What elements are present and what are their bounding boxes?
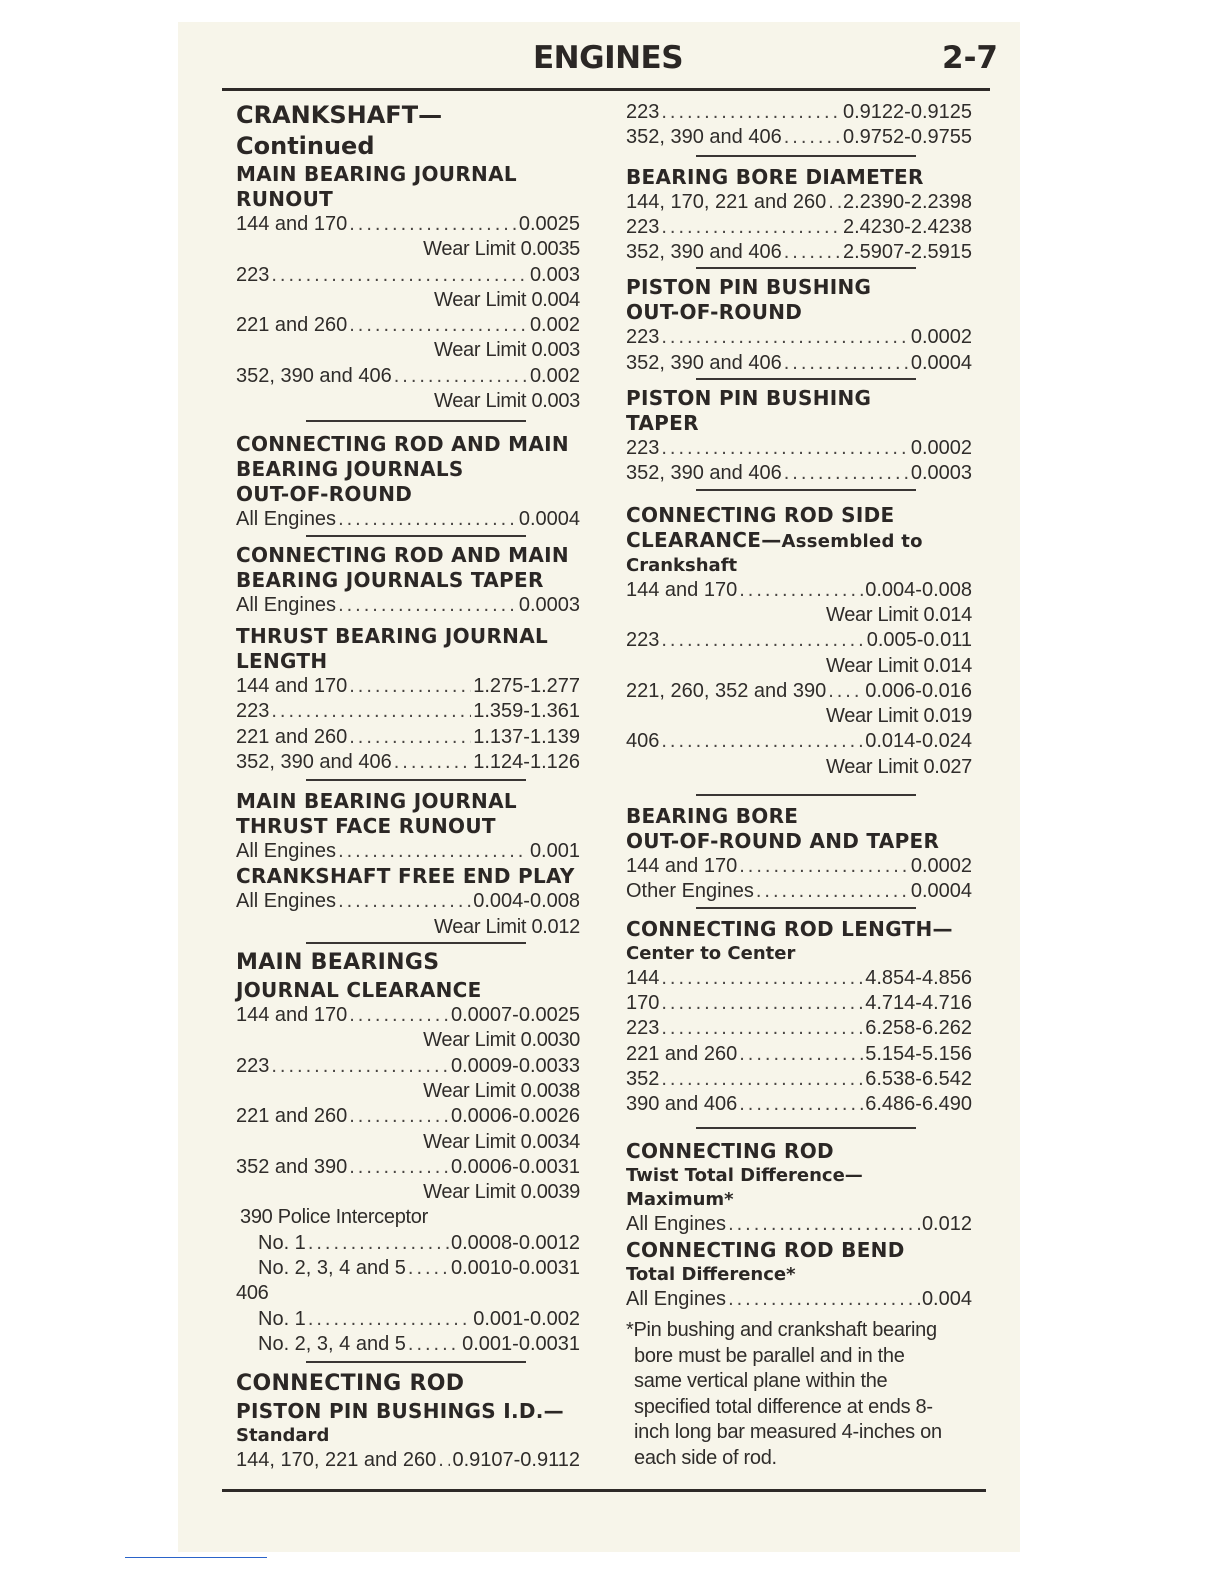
footnote: [626, 1318, 972, 1471]
spec-subtitle: Standard: [236, 1425, 330, 1447]
spec-row: 223 ..... 2.4230-2.4238: [626, 215, 972, 240]
spec-title: PISTON PIN BUSHING: [626, 275, 872, 300]
wear-limit: Wear Limit 0.0034: [423, 1130, 580, 1153]
spec-title: JOURNAL CLEARANCE: [236, 978, 482, 1003]
spec-row: All Engines ..... 0.004: [626, 1287, 972, 1312]
spec-row: 221 and 260 ..... 1.137-1.139: [236, 725, 580, 750]
spec-row: 221 and 260 ..... 0.0006-0.0026: [236, 1104, 580, 1129]
footnote-line: inch long bar measured 4-inches on: [634, 1421, 942, 1444]
spec-subtitle: Total Difference*: [626, 1263, 796, 1285]
spec-thrust-face-runout: [236, 789, 580, 864]
spec-title: LENGTH: [236, 648, 328, 673]
spec-subtitle: Maximum*: [626, 1189, 734, 1211]
spec-row: 352, 390 and 406 ..... 0.9752-0.9755: [626, 125, 972, 150]
spec-bearing-bore-out-of-round-taper: [626, 804, 972, 905]
spec-title: TAPER: [626, 411, 699, 436]
section-divider: [696, 794, 916, 796]
spec-row: 352, 390 and 406 ..... 0.0003: [626, 461, 972, 486]
spec-subtitle: Crankshaft: [626, 554, 738, 576]
spec-row: 352 and 390 ..... 0.0006-0.0031: [236, 1155, 580, 1180]
spec-row: 352, 390 and 406 ..... 0.0004: [626, 351, 972, 376]
wear-limit: Wear Limit 0.004: [433, 288, 580, 311]
footnote-line: each side of rod.: [634, 1446, 777, 1469]
spec-row: 223 ..... 0.003: [236, 263, 580, 288]
section-title-crankshaft: CRANKSHAFT—: [236, 101, 443, 129]
spec-row: 223 ..... 6.258-6.262: [626, 1016, 972, 1041]
spec-row: 223 ..... 0.0009-0.0033: [236, 1054, 580, 1079]
spec-connecting-rod-bend: [626, 1238, 972, 1312]
spec-main-bearing-journal-runout: [236, 162, 580, 414]
spec-row: 144 and 170 ..... 1.275-1.277: [236, 674, 580, 699]
spec-row: All Engines ..... 0.0003: [236, 593, 580, 618]
spec-piston-pin-bushing-out-of-round: [626, 275, 972, 376]
spec-title: OUT-OF-ROUND: [236, 482, 413, 507]
spec-title: BEARING JOURNALS TAPER: [236, 567, 544, 592]
wear-limit: Wear Limit 0.0030: [423, 1029, 580, 1052]
spec-title: OUT-OF-ROUND: [626, 300, 803, 325]
spec-row: 144, 170, 221 and 260 ..... 0.9107-0.9112: [236, 1448, 580, 1473]
spec-row: 144 and 170 ..... 0.0002: [626, 854, 972, 879]
spec-bearing-bore-diameter: [626, 165, 972, 266]
section-divider: [306, 779, 526, 781]
spec-title: BEARING BORE DIAMETER: [626, 164, 924, 189]
spec-row: 144 and 170 ..... 0.0025: [236, 212, 580, 237]
engine-406-label: 406: [236, 1282, 269, 1305]
wear-limit: Wear Limit 0.019: [825, 705, 972, 728]
spec-row: 390 and 406 ..... 6.486-6.490: [626, 1092, 972, 1117]
spec-title: BEARING BORE: [626, 804, 799, 829]
spec-row: 170 ..... 4.714-4.716: [626, 991, 972, 1016]
spec-title: CONNECTING ROD: [626, 1139, 834, 1164]
spec-title: CONNECTING ROD BEND: [626, 1237, 905, 1262]
wear-limit: Wear Limit 0.0038: [423, 1079, 580, 1102]
section-divider: [696, 489, 916, 491]
spec-main-bearings-journal-clearance: [236, 948, 580, 1357]
spec-row: 352 ..... 6.538-6.542: [626, 1067, 972, 1092]
spec-row: 144 and 170 ..... 0.004-0.008: [626, 578, 972, 603]
spec-title: MAIN BEARING JOURNAL: [236, 162, 517, 186]
spec-row: 223 ..... 0.0002: [626, 436, 972, 461]
spec-title: PISTON PIN BUSHING: [626, 386, 872, 411]
spec-row: 406 ..... 0.014-0.024: [626, 729, 972, 754]
spec-title: CONNECTING ROD SIDE: [626, 502, 895, 527]
spec-title: MAIN BEARING JOURNAL: [236, 789, 517, 814]
footer-rule: [222, 1489, 986, 1492]
footnote-line: bore must be parallel and in the: [634, 1344, 905, 1367]
page-title: ENGINES: [533, 40, 684, 76]
header-rule: [222, 88, 990, 91]
spec-row: No. 2, 3, 4 and 5 ..... 0.001-0.0031: [236, 1332, 580, 1357]
section-divider: [696, 155, 916, 157]
section-divider: [306, 420, 526, 422]
spec-row: 352, 390 and 406 ..... 0.002: [236, 364, 580, 389]
spec-connecting-rod-twist: [626, 1139, 972, 1237]
section-divider: [696, 267, 916, 269]
wear-limit: Wear Limit 0.014: [825, 654, 972, 677]
right-column: [626, 100, 972, 1471]
spec-title: CRANKSHAFT FREE END PLAY: [236, 864, 575, 889]
section-divider: [696, 378, 916, 380]
spec-row: 144 ..... 4.854-4.856: [626, 966, 972, 991]
spec-row: 352, 390 and 406 ..... 2.5907-2.5915: [626, 240, 972, 265]
spec-row: All Engines ..... 0.004-0.008: [236, 889, 580, 914]
link-underline: [125, 1557, 267, 1558]
spec-title: PISTON PIN BUSHINGS I.D.—: [236, 1399, 564, 1424]
spec-row: 223 ..... 0.005-0.011: [626, 628, 972, 653]
spec-title: BEARING JOURNALS: [236, 457, 464, 482]
section-subtitle-continued: Continued: [236, 132, 375, 160]
wear-limit: Wear Limit 0.0035: [423, 238, 580, 261]
spec-piston-pin-bushings-id-continued: [626, 100, 972, 151]
spec-piston-pin-bushings-id: [236, 1369, 580, 1473]
wear-limit: Wear Limit 0.003: [433, 339, 580, 362]
spec-row: 221 and 260 ..... 5.154-5.156: [626, 1042, 972, 1067]
wear-limit: Wear Limit 0.012: [433, 915, 580, 938]
section-title-connecting-rod: CONNECTING ROD: [236, 1371, 465, 1397]
footnote-line: same vertical plane within the: [634, 1370, 888, 1393]
spec-title: CONNECTING ROD AND MAIN: [236, 542, 569, 567]
section-divider: [696, 907, 916, 909]
spec-row: 144, 170, 221 and 260 ..... 2.2390-2.2398: [626, 190, 972, 215]
spec-thrust-bearing-journal-length: [236, 624, 580, 775]
spec-title: OUT-OF-ROUND AND TAPER: [626, 829, 940, 854]
spec-row: All Engines ..... 0.001: [236, 839, 580, 864]
wear-limit: Wear Limit 0.014: [825, 603, 972, 626]
footnote-line: specified total difference at ends 8-: [634, 1395, 933, 1418]
spec-title: CONNECTING ROD AND MAIN: [236, 432, 569, 457]
section-divider: [306, 535, 526, 537]
spec-row: All Engines ..... 0.0004: [236, 507, 580, 532]
section-divider: [306, 1361, 526, 1363]
spec-connecting-rod-length: [626, 917, 972, 1118]
section-divider: [696, 1127, 916, 1129]
spec-row: No. 1 ..... 0.0008-0.0012: [236, 1231, 580, 1256]
spec-journals-out-of-round: [236, 432, 580, 532]
spec-subtitle: Twist Total Difference—: [626, 1165, 863, 1187]
spec-row: 144 and 170 ..... 0.0007-0.0025: [236, 1003, 580, 1028]
spec-row: No. 1 ..... 0.001-0.002: [236, 1307, 580, 1332]
section-divider: [306, 942, 526, 944]
spec-title-line: CLEARANCE—Assembled to: [626, 527, 923, 552]
page-number: 2-7: [942, 40, 999, 76]
wear-limit: Wear Limit 0.003: [433, 390, 580, 413]
footnote-line: *Pin bushing and crankshaft bearing: [626, 1319, 937, 1342]
spec-row: All Engines ..... 0.012: [626, 1212, 972, 1237]
spec-connecting-rod-side-clearance: [626, 503, 972, 780]
spec-title: THRUST BEARING JOURNAL: [236, 623, 549, 648]
spec-row: 221 and 260 ..... 0.002: [236, 313, 580, 338]
spec-row: 223 ..... 0.0002: [626, 325, 972, 350]
spec-title: THRUST FACE RUNOUT: [236, 814, 496, 839]
spec-piston-pin-bushing-taper: [626, 386, 972, 487]
spec-row: 221, 260, 352 and 390 ..... 0.006-0.016: [626, 679, 972, 704]
spec-row: 223 ..... 1.359-1.361: [236, 699, 580, 724]
police-interceptor-label: 390 Police Interceptor: [240, 1206, 428, 1229]
spec-title: CONNECTING ROD LENGTH—: [626, 916, 953, 941]
spec-crankshaft-free-end-play: [236, 864, 580, 940]
spec-subtitle: Center to Center: [626, 942, 796, 964]
spec-title: RUNOUT: [236, 187, 334, 211]
wear-limit: Wear Limit 0.027: [825, 755, 972, 778]
left-column: [236, 100, 580, 1474]
wear-limit: Wear Limit 0.0039: [423, 1181, 580, 1204]
spec-journals-taper: [236, 543, 580, 618]
spec-row: 223 ..... 0.9122-0.9125: [626, 100, 972, 125]
spec-row: No. 2, 3, 4 and 5 ..... 0.0010-0.0031: [236, 1256, 580, 1281]
section-title-main-bearings: MAIN BEARINGS: [236, 950, 440, 976]
spec-row: Other Engines ..... 0.0004: [626, 879, 972, 904]
spec-row: 352, 390 and 406 ..... 1.124-1.126: [236, 750, 580, 775]
